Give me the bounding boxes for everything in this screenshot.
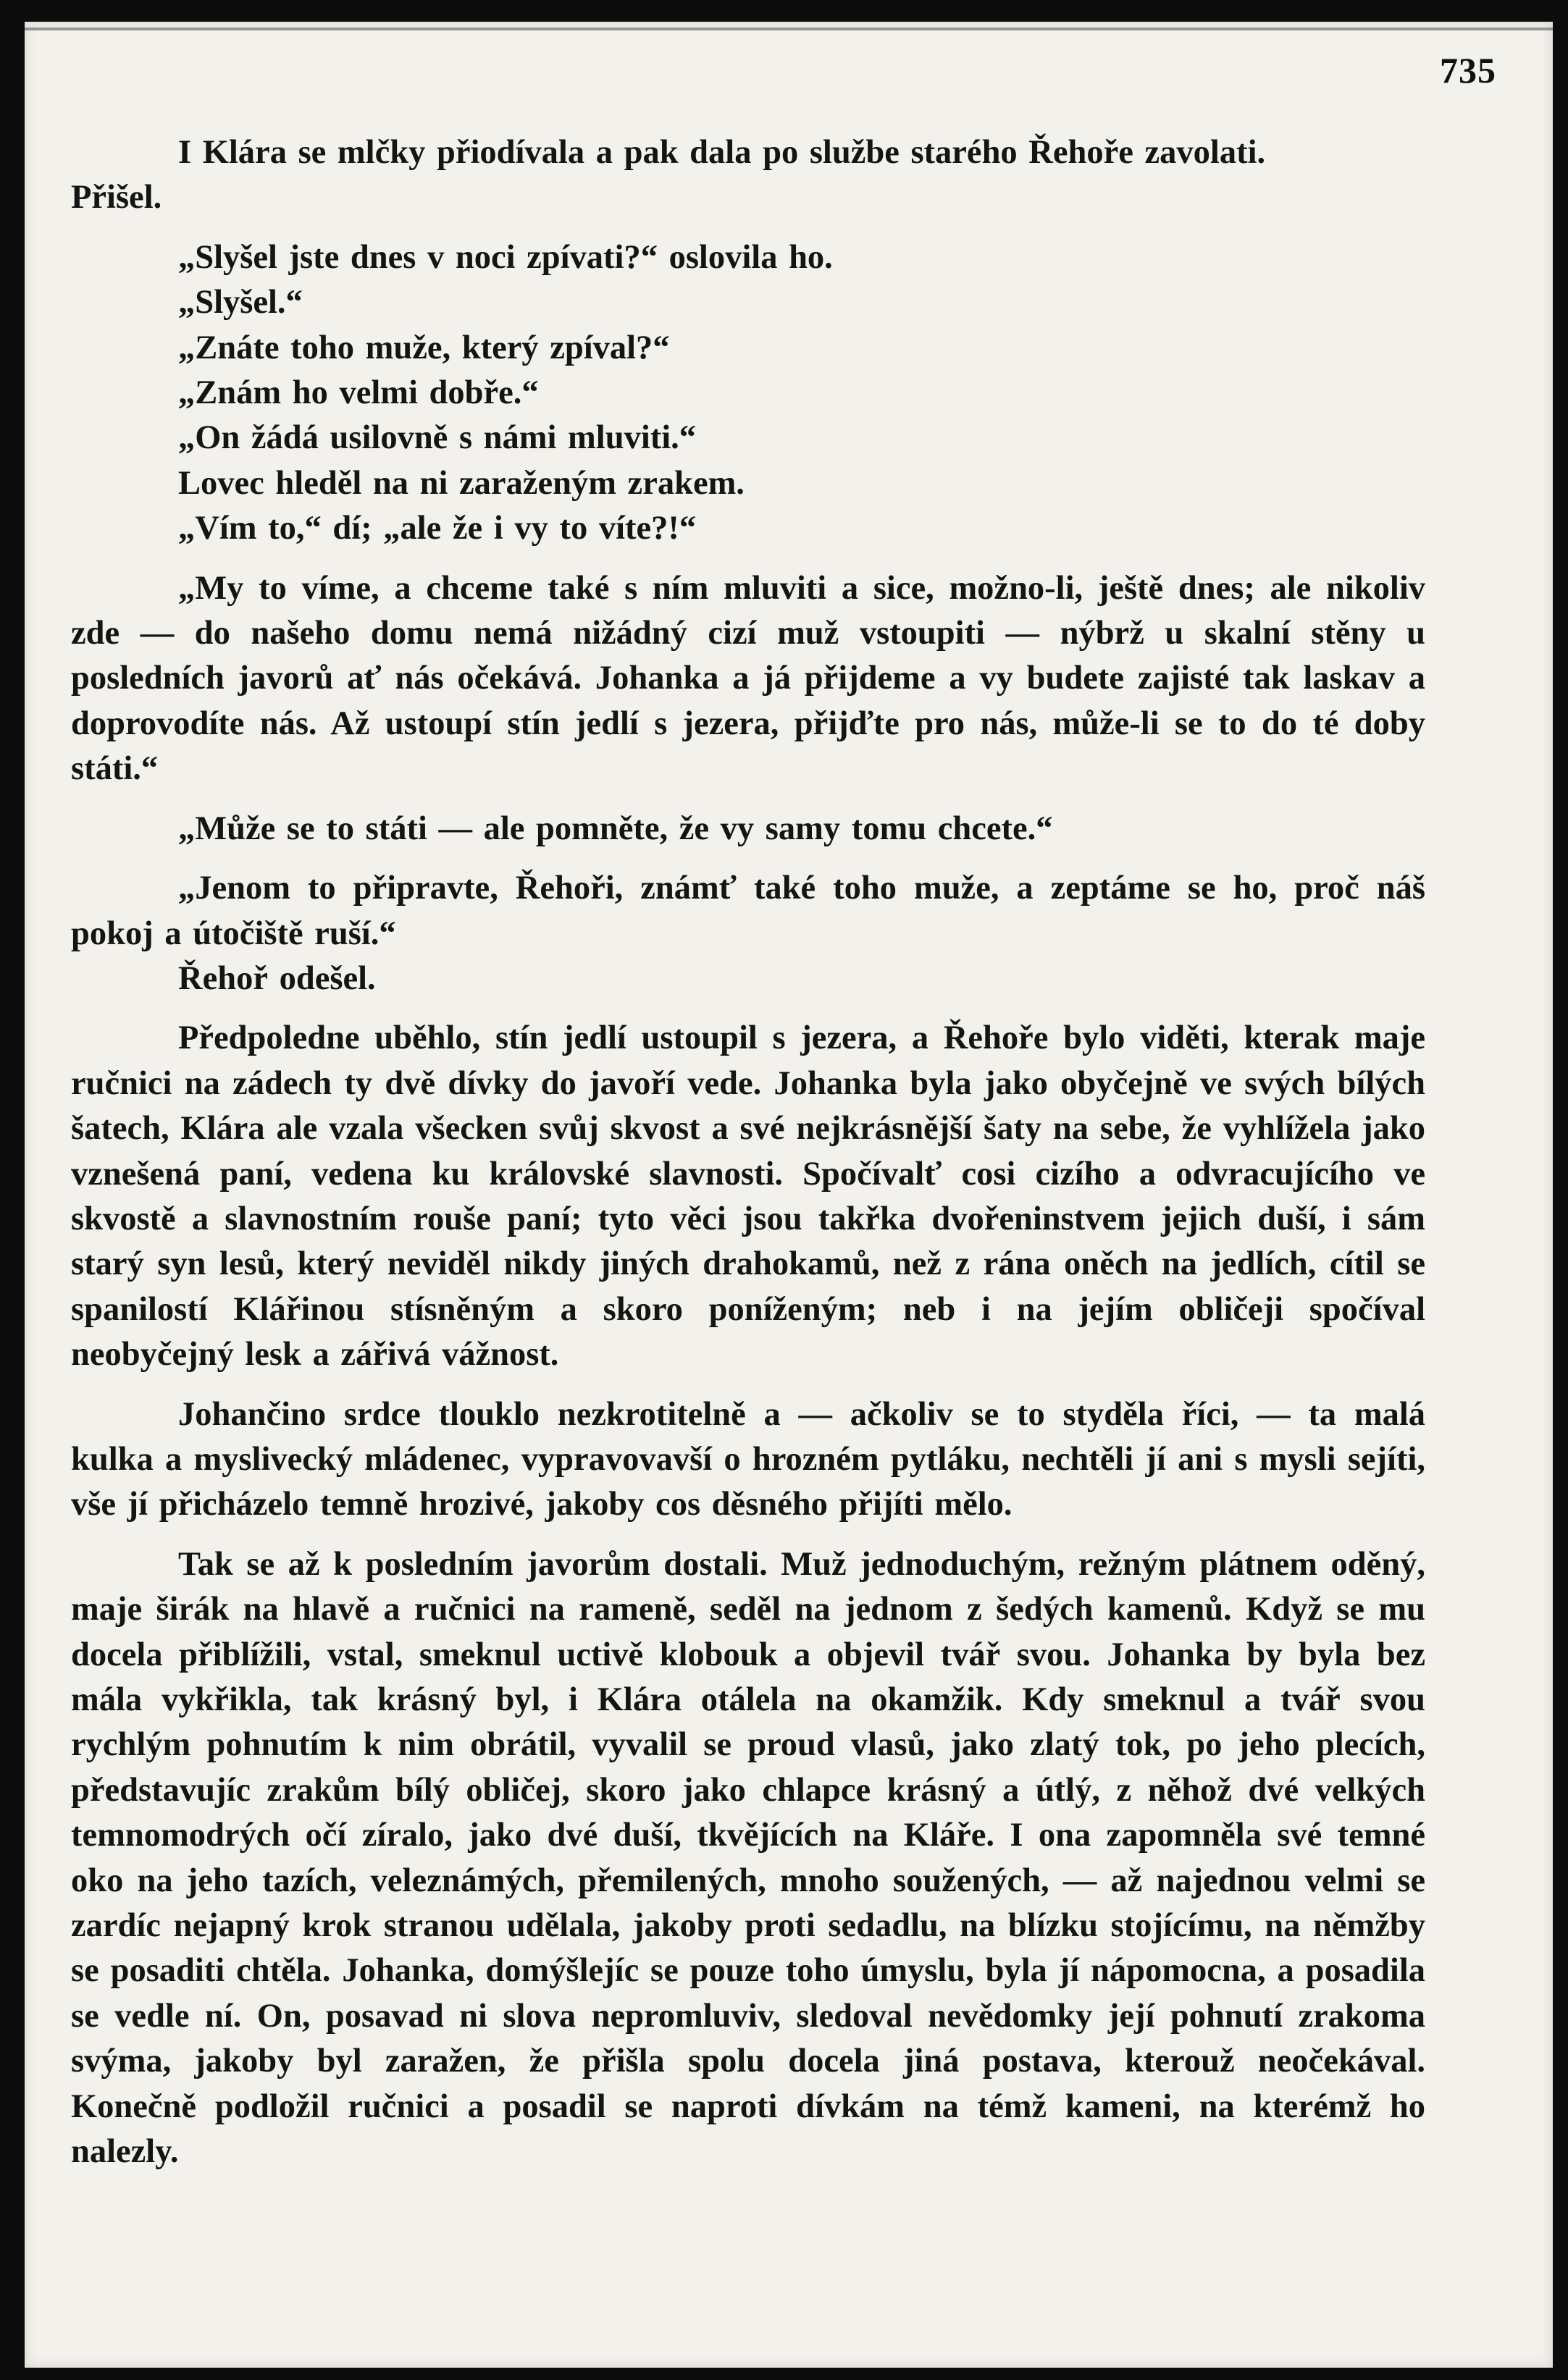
paragraph: „Jenom to připravte, Řehoři, známť také toho muže, a zeptáme se ho, proč náš pokoj a útočiště ruší.“ xyxy=(71,870,1425,952)
page-number: 735 xyxy=(1440,50,1496,91)
paragraph: Řehoř odešel. xyxy=(178,959,376,997)
paragraph: „Znám ho velmi dobře.“ xyxy=(178,374,539,412)
page-text xyxy=(71,130,1425,2174)
paragraph: „Může se to státi — ale pomněte, že vy samy tomu chcete.“ xyxy=(178,810,1053,847)
paragraph: I Klára se mlčky přiodívala a pak dala po službe starého Řehoře zavolati. xyxy=(178,134,1266,171)
paragraph: Lovec hleděl na ni zaraženým zrakem. xyxy=(178,464,745,502)
paragraph: „Slyšel jste dnes v noci zpívati?“ oslovila ho. xyxy=(178,238,833,276)
paragraph: Přišel. xyxy=(71,179,162,216)
paragraph: „Slyšel.“ xyxy=(178,284,303,321)
paragraph: Johančino srdce tlouklo nezkrotitelně a — ačkoliv se to styděla říci, — ta malá kulka a myslivecký mládenec, vypravovavší o hrozném pytláku, nechtěli jí ani s mysli sejíti, vše jí přicházelo temně hrozivé, jakoby cos děsného přijíti mělo. xyxy=(71,1395,1425,1523)
book-page xyxy=(25,22,1553,2368)
top-rule xyxy=(25,28,1553,30)
paragraph: „Znáte toho muže, který zpíval?“ xyxy=(178,329,670,366)
paragraph: „Vím to,“ dí; „ale že i vy to víte?!“ xyxy=(178,510,697,547)
paragraph: Tak se až k posledním javorům dostali. Muž jednoduchým, režným plátnem oděný, maje širák na hlavě a ručnici na rameně, seděl na jednom z šedých kamenů. Když se mu docela přiblížili, vstal, smeknul uctivě klobouk a objevil tvář svou. Johanka by byla bez mála vykřikla, tak krásný byl, i Klára otálela na okamžik. Kdy smeknul a tvář svou rychlým pohnutím k nim obrátil, vyvalil se proud vlasů, jako zlatý tok, po jeho plecích, představujíc zrakům bílý obličej, skoro jako chlapce krásný a útlý, z něhož dvé velkých temnomodrých očí zíralo, jako dvé duší, tkvějících na Kláře. I ona zapomněla své temné oko na jeho tazích, veleznámých, přemilených, mnoho soužených, — až najednou velmi se zardíc nejapný krok stranou udělala, jakoby proti sedadlu, na blízku stojícímu, na němžby se posaditi chtěla. Johanka, domýšlejíc se pouze toho úmyslu, byla jí nápomocna, a posadila se vedle ní. On, posavad ni slova nepromluviv, sledoval nevědomky její pohnutí zrakoma svýma, jakoby byl zaražen, že přišla spolu docela jiná postava, kterouž neočekával. Konečně podložil ručnici a posadil se naproti dívkám na témž kameni, na kterémž ho nalezly. xyxy=(71,1545,1425,2171)
paragraph: „On žádá usilovně s námi mluviti.“ xyxy=(178,419,697,457)
paragraph: Předpoledne uběhlo, stín jedlí ustoupil s jezera, a Řehoře bylo viděti, kterak maje ručnici na zádech ty dvě dívky do javoří vede. Johanka byla jako obyčejně ve svých bílých šatech, Klára ale vzala všecken svůj skvost a své nejkrásnější šaty na sebe, že vyhlížela jako vznešená paní, vedena ku královské slavnosti. Spočívalť cosi cizího a odvracujícího ve skvostě a slavnostním rouše paní; tyto věci jsou takřka dvořeninstvem jejich duší, i sám starý syn lesů, který neviděl nikdy jiných drahokamů, než z rána oněch na jedlích, cítil se spanilostí Klářinou stísněným a skoro poníženým; neb i na jejím obličeji spočíval neobyčejný lesk a zářivá vážnost. xyxy=(71,1019,1425,1374)
paragraph: „My to víme, a chceme také s ním mluviti a sice, možno-li, ještě dnes; ale nikoliv zde — do našeho domu nemá nižádný cizí muž vstoupiti — nýbrž u skalní stěny u posledních javorů ať nás očekává. Johanka a já přijdeme a vy budete zajisté tak laskav a doprovodíte nás. Až ustoupí stín jedlí s jezera, přijďte pro nás, může-li se to do té doby státi.“ xyxy=(71,569,1425,788)
